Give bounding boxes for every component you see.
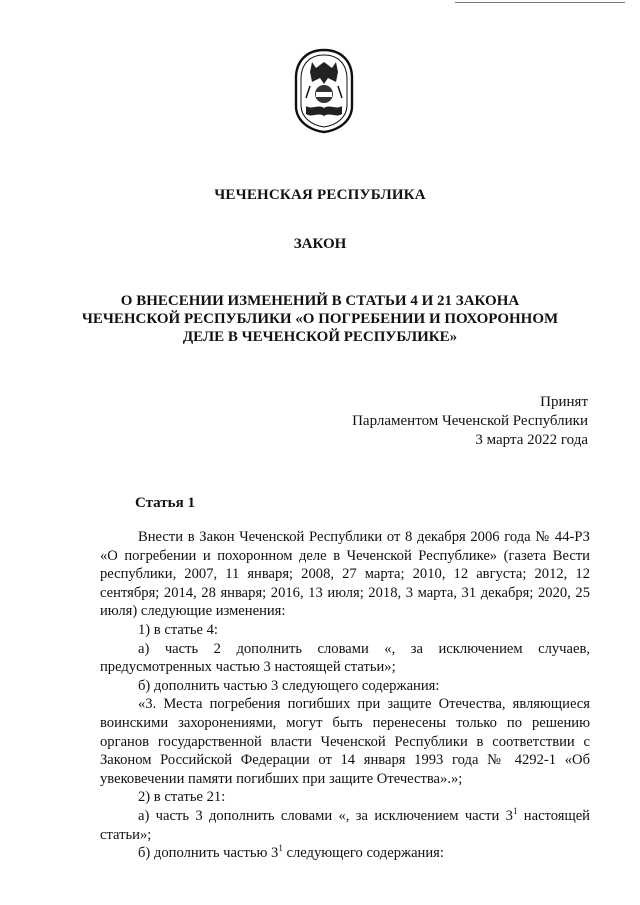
law-title-line: ДЕЛЕ В ЧЕЧЕНСКОЙ РЕСПУБЛИКЕ» bbox=[182, 329, 458, 345]
law-title-line: ЧЕЧЕНСКОЙ РЕСПУБЛИКИ «О ПОГРЕБЕНИИ И ПОХОРОННОМ bbox=[81, 311, 559, 327]
list-item bbox=[100, 807, 590, 844]
adoption-block bbox=[352, 393, 588, 450]
law-title-line: О ВНЕСЕНИИ ИЗМЕНЕНИЙ В СТАТЬИ 4 И 21 ЗАКОНА bbox=[120, 293, 520, 309]
top-rule bbox=[455, 2, 625, 3]
text-run: а) часть 3 дополнить словами «, за исключением части 3 bbox=[138, 807, 513, 824]
list-item: 1) в статье 4: bbox=[138, 621, 218, 638]
adopted-label: Принят bbox=[540, 394, 588, 410]
law-title bbox=[0, 292, 640, 346]
article-body bbox=[100, 528, 590, 863]
coat-of-arms-emblem bbox=[292, 48, 356, 134]
text-run: следующего содержания: bbox=[282, 845, 444, 862]
text-run: б) дополнить частью 3 bbox=[138, 845, 279, 862]
article-intro: Внести в Закон Чеченской Республики от 8 декабря 2006 года № 44-РЗ «О погребении и похоронном деле в Чеченской Республике» (газета Вести республики, 2007, 11 января; 2008, 27 марта; 2010, 12 августа; 2012, 12 сентября; 2014, 28 января; 2016, 13 июля; 2018, 3 марта, 31 декабря; 2020, 25 июля) следующие изменения: bbox=[100, 529, 590, 620]
adopted-date: 3 марта 2022 года bbox=[475, 432, 588, 448]
adopted-by: Парламентом Чеченской Республики bbox=[352, 413, 588, 429]
article-title: Статья 1 bbox=[135, 495, 195, 511]
list-item: б) дополнить частью 3 следующего содержания: bbox=[138, 677, 440, 694]
superscript: 1 bbox=[278, 843, 283, 854]
list-item: 2) в статье 21: bbox=[138, 789, 226, 806]
republic-heading: ЧЕЧЕНСКАЯ РЕСПУБЛИКА bbox=[214, 187, 426, 203]
document-type-heading: ЗАКОН bbox=[293, 236, 347, 252]
quoted-part: «3. Места погребения погибших при защите Отечества, являющиеся воинскими захоронениями, могут быть перенесены только по решению органов государственной власти Чеченской Республики в соответствии с Законом Российской Федерации от 14 января 1993 года № 4292-1 «Об увековечении памяти погибших при защите Отечества».»; bbox=[100, 696, 590, 787]
superscript: 1 bbox=[512, 806, 518, 817]
list-item: а) часть 2 дополнить словами «, за исключением случаев, предусмотренных частью 3 настоящей статьи»; bbox=[100, 640, 590, 676]
text-run: настоящей статьи»; bbox=[100, 807, 590, 843]
list-item bbox=[100, 844, 590, 863]
